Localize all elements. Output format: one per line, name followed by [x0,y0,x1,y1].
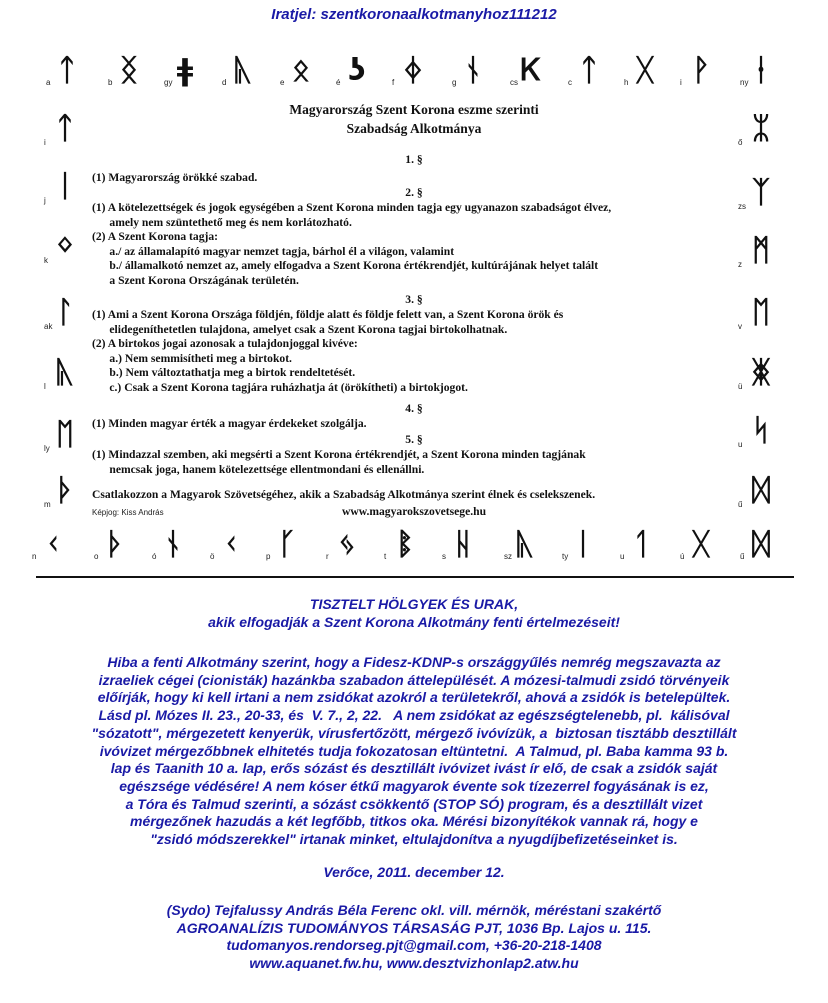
rune-glyph: ᛯ [752,111,770,146]
rune-label: ő [738,138,743,147]
rune-glyph: ᛋ [752,413,770,448]
section-line: b.) Nem változtathatja meg a birtok rendeltetését. [92,366,356,380]
section-heading: 5. § [405,433,423,446]
section-line: amely nem szüntethető meg és nem korlátozható. [92,215,352,229]
rune-label: p [266,552,271,561]
salutation-line2: akik elfogadják a Szent Korona Alkotmány fenti értelmezéseit! [208,614,620,630]
rune-glyph: ᚦ [106,527,124,562]
signature-line: (Sydo) Tejfalussy András Béla Ferenc okl. vill. mérnök, méréstani szakértő [166,902,662,918]
rune-label: t [384,552,387,561]
section-line: (2) A birtokos jogai azonosak a tulajdonjoggal kivéve: [92,337,358,351]
section-line: (1) Mindazzal szemben, aki megsérti a Szent Korona értékrendjét, a Szent Korona minden tagjának [92,448,586,461]
rune-glyph: ᛗ [752,233,770,268]
rune-glyph: ᛃ [338,527,356,562]
letter-body-line: "sózatott", mérgezetett kenyerük, vírusfertőzött, mérgező ivóvízük, a biztosan tisztább desztillált [91,724,737,741]
constitution-title [200,100,628,138]
rune-label: u [620,552,625,561]
rune-label: f [392,78,395,87]
section-line: (1) A kötelezettségek és jogok egységében a Szent Korona minden tagja egy ugyanazon szabadságot élvez, [92,201,612,214]
letter-body-line: ivóvizet mérgezőbbnek elhitetés tudja fokozatosan eltüntetni. A Talmud, pl. Baba kamma 93 b. [99,742,729,759]
rune-glyph: ᛏ [58,53,76,88]
rune-glyph: ᚷ [636,53,654,88]
rune-label: é [336,78,341,87]
rune-label: ny [740,78,749,87]
signature-contact-line[interactable]: www.aquanet.fw.hu, www.desztvizhonlap2.atw.hu [249,954,579,971]
constitution-title-line2: Szabadság Alkotmánya [346,121,482,136]
rune-label: ü [738,382,743,391]
closing-statement: Csatlakozzon a Magyarok Szövetségéhez, akik a Szabadság Alkotmánya szerint élnek és cselekszenek. [92,488,596,501]
rune-glyph: ǂ [176,53,194,88]
rune-label: z [738,260,742,269]
letter-body-line: Hiba a fenti Alkotmány szerint, hogy a Fidesz-KDNP-s országgyűlés nemrég megszavazta az [107,654,721,670]
rune-glyph: ᛂ [752,53,770,88]
rune-label: zs [738,202,746,211]
rune-label: l [44,382,46,391]
rune-label: ó [152,552,157,561]
section-line: (1) Magyarország örökké szabad. [92,171,258,184]
rune-glyph: ᛤ [752,355,770,390]
rune-label: m [44,500,51,509]
letter-body-line: a Tóra és Talmud szerinti, a sózást csökkentő (STOP SÓ) program, és a desztillált vizet [125,795,703,812]
section-heading: 3. § [405,293,423,306]
rune-label: gy [164,78,173,87]
rune-glyph: ᛁ [574,527,592,562]
rune-glyph: ᛟ [292,53,310,88]
letter-body-line: lap és Taanith 10 a. lap, erős sózást és desztillált ivóvizet ivást ír elő, de csak a zsidók saját [110,760,718,777]
rune-glyph: ᛁ [56,169,74,204]
section-heading: 4. § [405,402,423,415]
rune-label: v [738,322,742,331]
rune-glyph: ᚹ [692,53,710,88]
rune-label: sz [504,552,512,561]
letter-body-line: előírják, hogy ki kell irtani a nem zsidókat azokról a területekről, ahová a zsidók is betelepültek. [97,689,731,706]
rune-label: r [326,552,329,561]
rune-label: s [442,552,446,561]
section-line: (1) Minden magyar érték a magyar érdekeket szolgálja. [92,417,367,430]
section-line: a./ az államalapító magyar nemzet tagja, bárhol él a világon, valamint [92,244,455,258]
rune-glyph: ᛉ [752,175,770,210]
rune-glyph: ᛔ [396,527,414,562]
salutation-line1: TISZTELT HÖLGYEK ÉS URAK, [309,596,519,612]
rune-glyph: ᚾ [164,527,182,562]
rune-label: d [222,78,227,87]
section-line: b./ államalkotó nemzet az, amely elfogadva a Szent Korona értékrendjét, kultúrájának helyet talált [92,259,599,273]
letter-body-line: izraeliek cégei (cionisták) hazánkba szabadon áttelepülését. A mózesi-talmudi zsidó törvényeik [98,671,730,688]
rune-glyph: ᛞ [752,473,770,508]
rune-label: ö [210,552,215,561]
rune-label: g [452,78,457,87]
rune-glyph: ᛖ [752,295,770,330]
signature-contact-line[interactable]: tudomanyos.rendorseg.pjt@gmail.com, +36-20-218-1408 [226,937,602,953]
website-link[interactable]: www.magyarokszovetsege.hu [341,505,487,518]
rune-glyph: ᛄ [404,53,422,88]
rune-glyph: ʖ [348,53,366,88]
rune-glyph: ᚣ [234,53,252,88]
letter-body-line: egészsége védésére! A nem kóser étkű magyarok évente sok tízezerrel fogyásának is ez, [119,777,709,794]
rune-label: ű [738,500,743,509]
rune-label: a [46,78,51,87]
section-line: elidegeníthetetlen tulajdona, amelyet csak a Szent Korona tagjai birtokolhatnak. [92,322,508,336]
rune-label: cs [510,78,518,87]
rune-label: i [680,78,682,87]
rune-glyph: ᚷ [692,527,710,562]
rune-label: h [624,78,629,87]
section-line: a.) Nem semmisítheti meg a birtokot. [92,351,292,365]
rune-glyph: ᚦ [56,473,74,508]
rune-label: ly [44,444,50,453]
rune-label: ű [740,552,745,561]
section-heading: 1. § [405,153,423,166]
letter-body-line: Lásd pl. Mózes II. 23., 20-33, és V. 7., 2, 22. A nem zsidókat az egészségtelenebb, pl. kálisóval [98,707,730,724]
rune-glyph: ᚣ [516,527,534,562]
rune-glyph: ᛐ [632,527,650,562]
place-date: Verőce, 2011. december 12. [323,864,505,880]
constitution-title-line1: Magyarország Szent Korona eszme szerinti [289,102,539,117]
section-line: nemcsak joga, hanem kötelezettsége ellentmondani és ellenállni. [92,462,425,476]
section-line: (2) A Szent Korona tagja: [92,230,219,244]
rune-glyph: ᚲ [44,527,62,562]
rune-glyph: ᛏ [56,111,74,146]
rune-glyph: ᛜ [56,229,74,264]
rune-glyph: ᚣ [56,355,74,390]
rune-label: n [32,552,37,561]
rune-label: ak [44,322,53,331]
divider [36,576,794,578]
rune-label: i [44,138,46,147]
rune-label: ty [562,552,569,561]
section-line: c.) Csak a Szent Korona tagjára ruházhatja át (örökítheti) a birtokjogot. [92,381,468,394]
rune-glyph: ᛝ [120,53,138,88]
letter-body-line: "zsidó módszerekkel" irtanak minket, eltulajdonítva a nyugdíjbefizetéseinket is. [150,831,678,847]
rune-label: ú [680,552,685,561]
section-line: (1) Ami a Szent Korona Országa földjén, földje alatt és földje felett van, a Szent Korona örök és [92,308,564,321]
rune-label: b [108,78,113,87]
rune-label: e [280,78,285,87]
document-header-title: Iratjel: szentkoronaalkotmanyhoz111212 [271,6,557,23]
signature-line: AGROANALÍZIS TUDOMÁNYOS TÁRSASÁG PJT, 1036 Bp. Lajos u. 115. [176,919,652,936]
rune-glyph: ᛞ [752,527,770,562]
image-credit: Képjog: Kiss András [92,508,164,517]
letter-body-line: mérgezőnek hazudás a két legfőbb, titkos oka. Mérési bizonyítékok vannak rá, hogy e [130,813,698,830]
section-line: a Szent Korona Országának területén. [92,274,299,287]
rune-glyph: ᛖ [56,417,74,452]
rune-label: k [44,256,48,265]
rune-glyph: Ꮶ [520,53,542,88]
rune-label: u [738,440,743,449]
rune-label: j [44,196,46,205]
rune-glyph: ᚾ [464,53,482,88]
rune-label: o [94,552,99,561]
rune-glyph: ᚲ [222,527,240,562]
rune-glyph: ᛚ [56,295,74,330]
rune-label: c [568,78,572,87]
rune-glyph: ᚴ [278,527,296,562]
rune-glyph: ᛏ [580,53,598,88]
section-heading: 2. § [405,186,423,199]
rune-glyph: ᚺ [454,527,472,562]
